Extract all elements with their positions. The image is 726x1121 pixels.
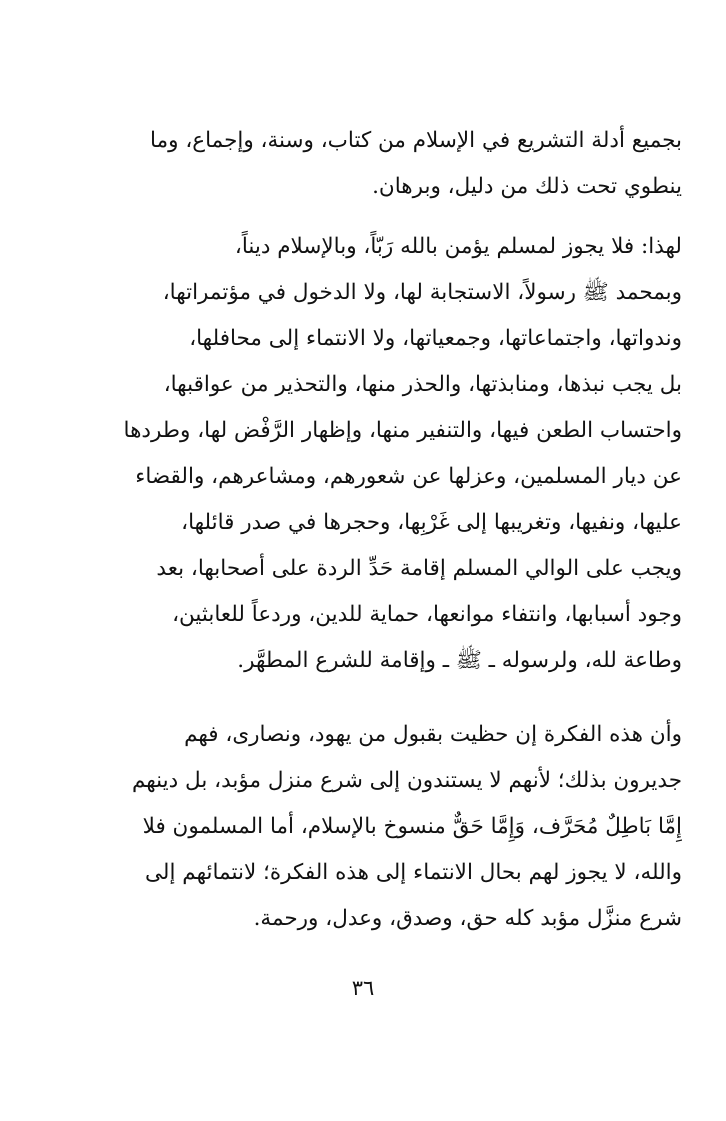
text-line: عن ديار المسلمين، وعزلها عن شعورهم، ومشاعرهم، والقضاء [135,464,682,489]
page-number: ٣٦ [351,976,375,1000]
text-line: بجميع أدلة التشريع في الإسلام من كتاب، وسنة، وإجماع، وما [150,128,682,153]
text-line: وطاعة لله، ولرسوله ـ ﷺ ـ وإقامة للشرع المطهَّر. [237,648,682,673]
text-line: وأن هذه الفكرة إن حظيت بقبول من يهود، ونصارى، فهم [184,722,682,747]
text-line: ويجب على الوالي المسلم إقامة حَدِّ الردة على أصحابها، بعد [156,556,682,581]
paragraph-2 [96,224,682,684]
text-line: إِمَّا بَاطِلٌ مُحَرَّف، وَإِمَّا حَقٌّ منسوخ بالإسلام، أما المسلمون فلا [142,814,682,839]
text-line: عليها، ونفيها، وتغريبها إلى غَرْبِها، وحجرها في صدر قائلها، [181,510,682,535]
text-line: واحتساب الطعن فيها، والتنفير منها، وإظهار الرَّفْض لها، وطردها [123,418,682,443]
text-line: ينطوي تحت ذلك من دليل، وبرهان. [372,174,682,199]
text-line: وجود أسبابها، وانتفاء موانعها، حماية للدين، وردعاً للعابثين، [172,602,682,627]
text-line: بل يجب نبذها، ومنابذتها، والحذر منها، والتحذير من عواقبها، [163,372,682,397]
text-line: وبمحمد ﷺ رسولاً، الاستجابة لها، ولا الدخول في مؤتمراتها، [162,280,682,305]
paragraph-3 [96,712,682,942]
paragraph-1 [96,118,682,210]
text-line: والله، لا يجوز لهم بحال الانتماء إلى هذه الفكرة؛ لانتمائهم إلى [145,860,682,885]
text-line: شرع منزَّل مؤبد كله حق، وصدق، وعدل، ورحمة. [253,906,682,931]
text-line: جديرون بذلك؛ لأنهم لا يستندون إلى شرع منزل مؤبد، بل دينهم [131,768,682,793]
text-line: وندواتها، واجتماعاتها، وجمعياتها، ولا الانتماء إلى محافلها، [189,326,682,351]
text-line: لهذا: فلا يجوز لمسلم يؤمن بالله رَبّاً، وبالإسلام ديناً، [234,234,682,259]
